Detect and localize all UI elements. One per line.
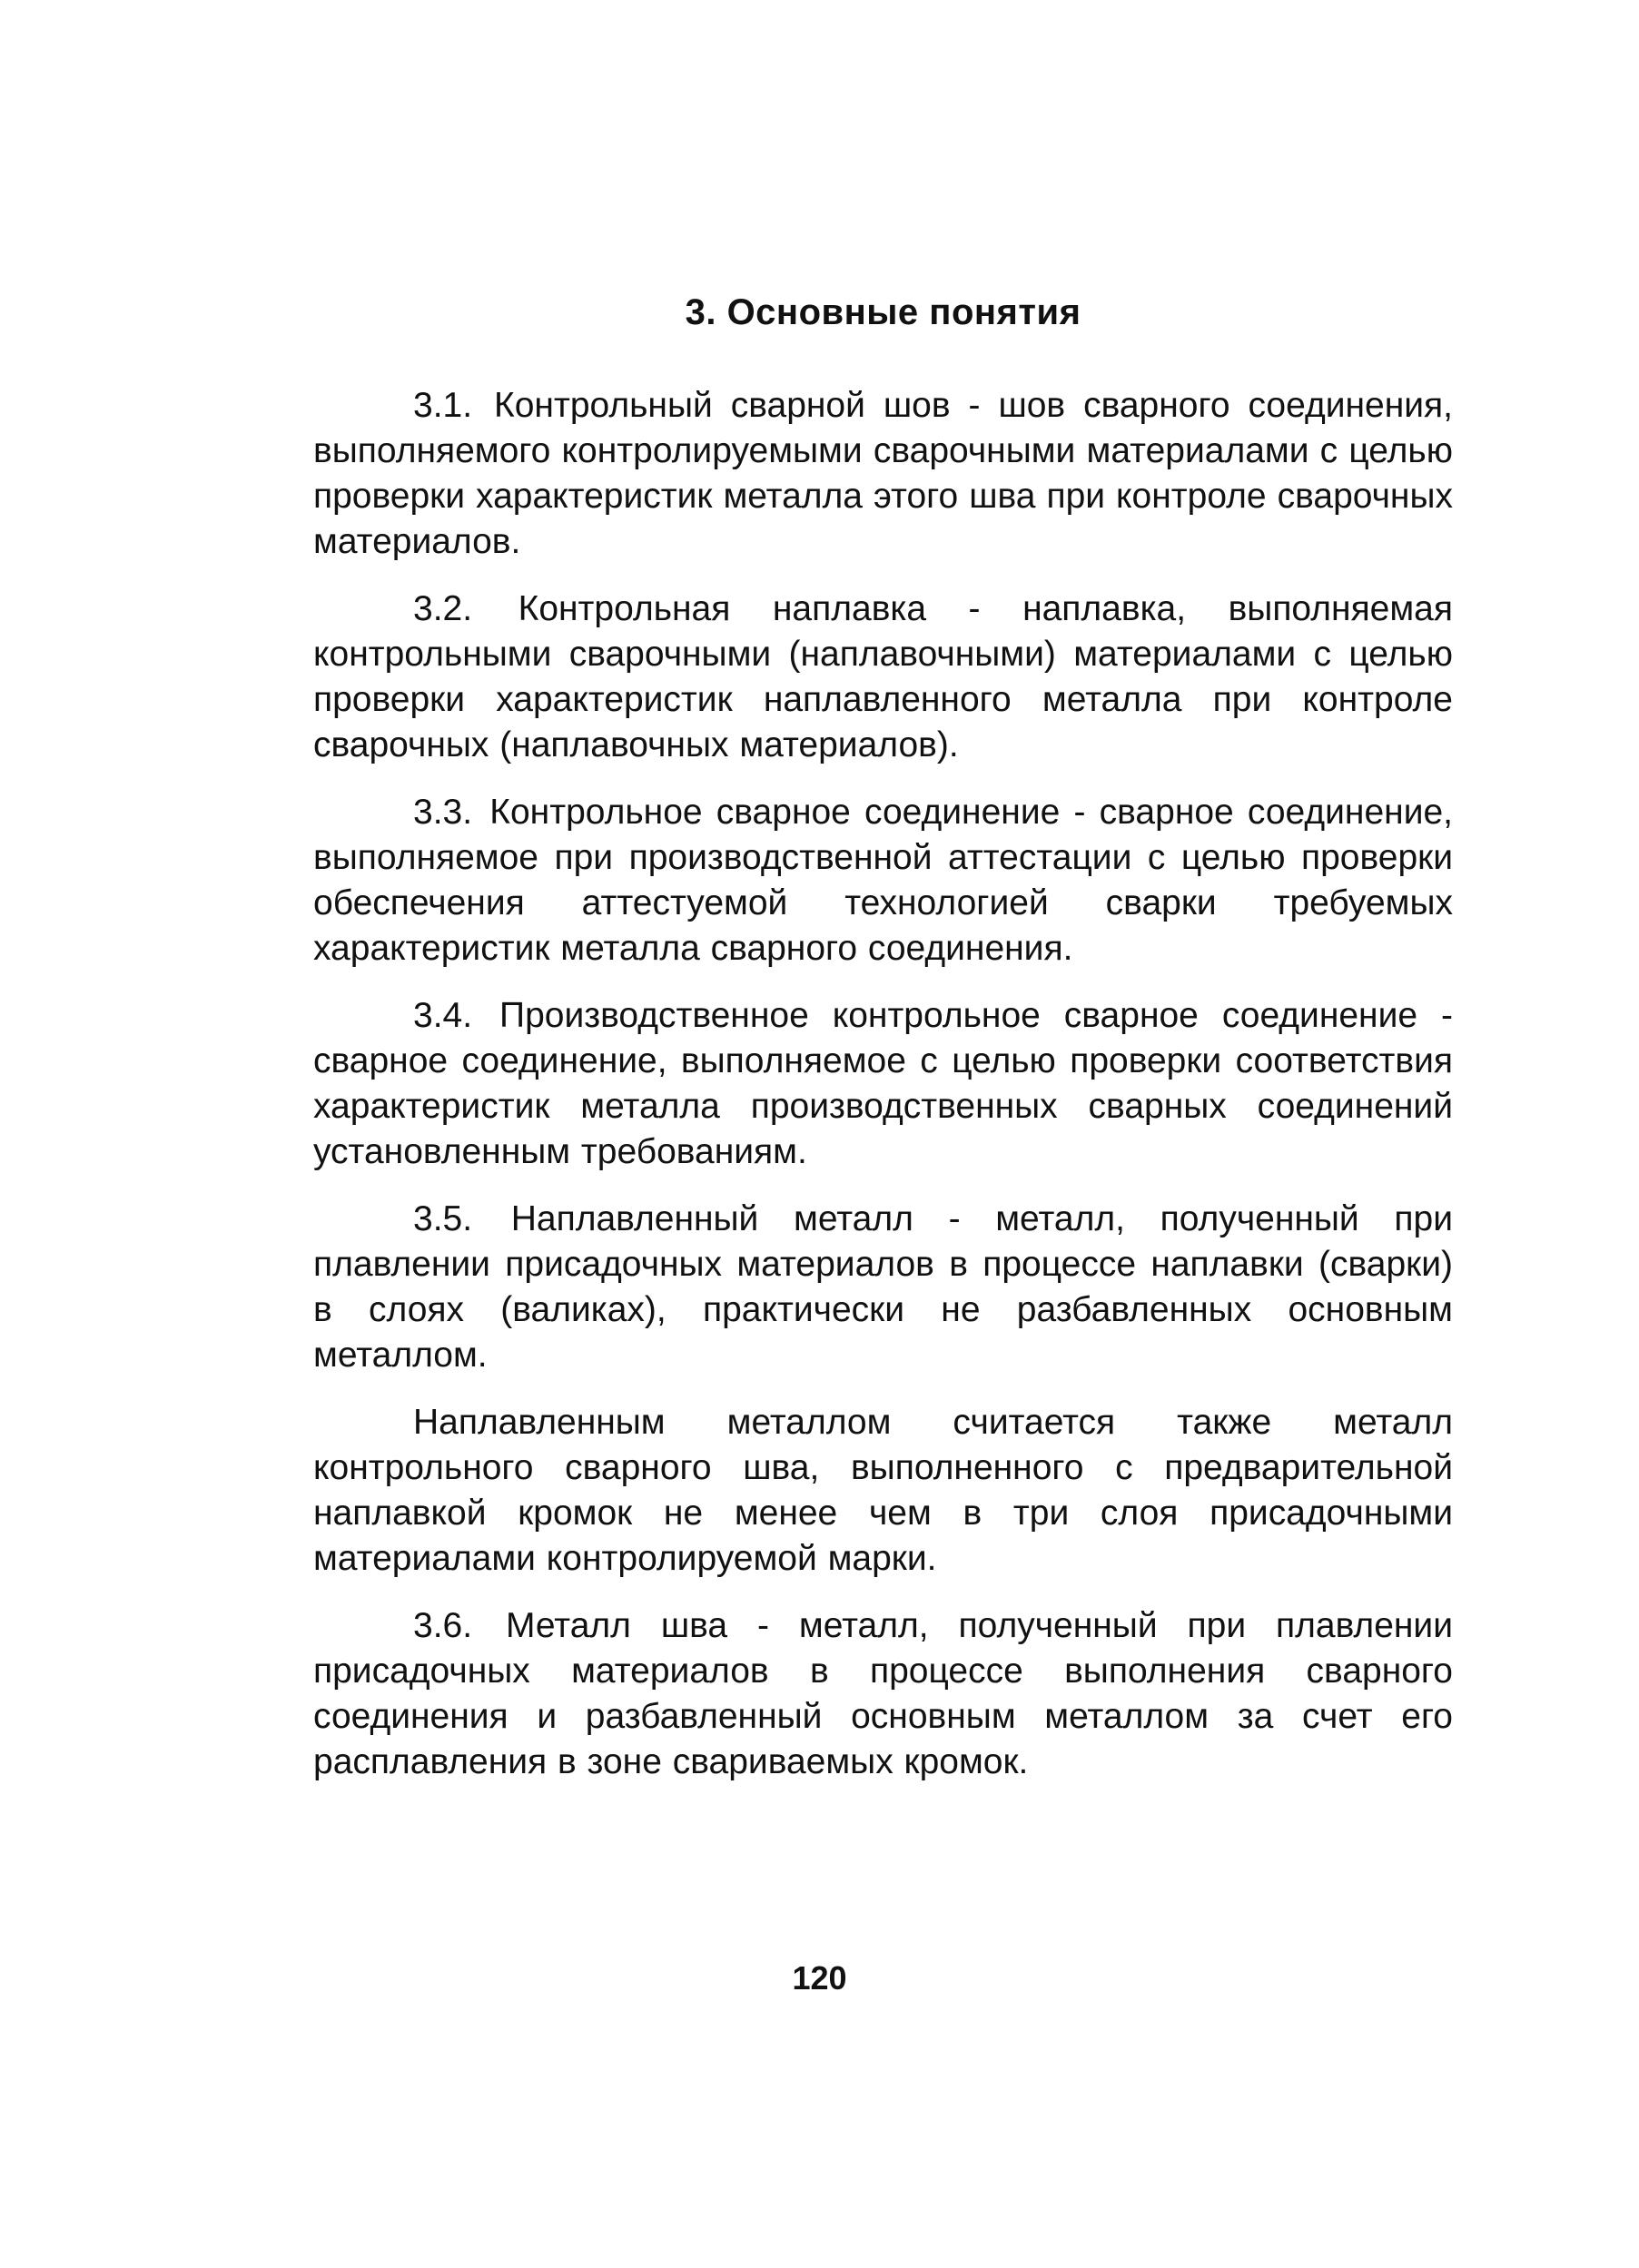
paragraph-number: 3.2. [413, 589, 473, 628]
paragraph-number: 3.4. [413, 996, 473, 1035]
paragraph-number: 3.5. [413, 1199, 473, 1238]
paragraph-number: 3.6. [413, 1606, 473, 1645]
paragraph-3-3 [313, 790, 1453, 971]
paragraph-text: Наплавленным металлом считается также металл контрольного сварного шва, выполненного с предварительной наплавкой кромок не менее чем в три слоя присадочными материалами контролируемой марки. [313, 1403, 1453, 1578]
paragraph-3-5 [313, 1197, 1453, 1378]
paragraph-number: 3.1. [413, 386, 473, 425]
paragraph-text: Наплавленный металл - металл, полученный при плавлении присадочных материалов в процессе наплавки (сварки) в слоях (валиках), практически не разбавленных основным металлом. [313, 1199, 1454, 1375]
paragraph-3-1 [313, 383, 1453, 565]
section-title: 3. Основные понятия [685, 292, 1081, 332]
paragraph-number: 3.3. [413, 793, 473, 832]
paragraph-text: Контрольное сварное соединение - сварное соединение, выполняемое при производственной аттестации с целью проверки обеспечения аттестуемой технологией сварки требуемых характеристик металла сварного соединения. [313, 793, 1454, 968]
paragraph-text: Производственное контрольное сварное соединение - сварное соединение, выполняемое с целью проверки соответствия характеристик металла производственных сварных соединений установленным требованиям. [313, 996, 1453, 1171]
paragraph-text: Металл шва - металл, полученный при плавлении присадочных материалов в процессе выполнения сварного соединения и разбавленный основным металлом за счет его расплавления в зоне свариваемых кромок. [313, 1606, 1453, 1781]
paragraph-3-4 [313, 993, 1453, 1175]
paragraph-3-2 [313, 587, 1453, 768]
page-number: 120 [792, 1959, 847, 1997]
paragraph-3-5-continuation [313, 1400, 1453, 1582]
paragraph-3-6 [313, 1603, 1453, 1785]
document-body [313, 383, 1453, 1807]
paragraph-text: Контрольный сварной шов - шов сварного соединения, выполняемого контролируемыми сварочными материалами с целью проверки характеристик металла этого шва при контроле сварочных материалов. [313, 386, 1453, 561]
paragraph-text: Контрольная наплавка - наплавка, выполняемая контрольными сварочными (наплавочными) материалами с целью проверки характеристик наплавленного металла при контроле сварочных (наплавочных материалов). [313, 589, 1453, 764]
